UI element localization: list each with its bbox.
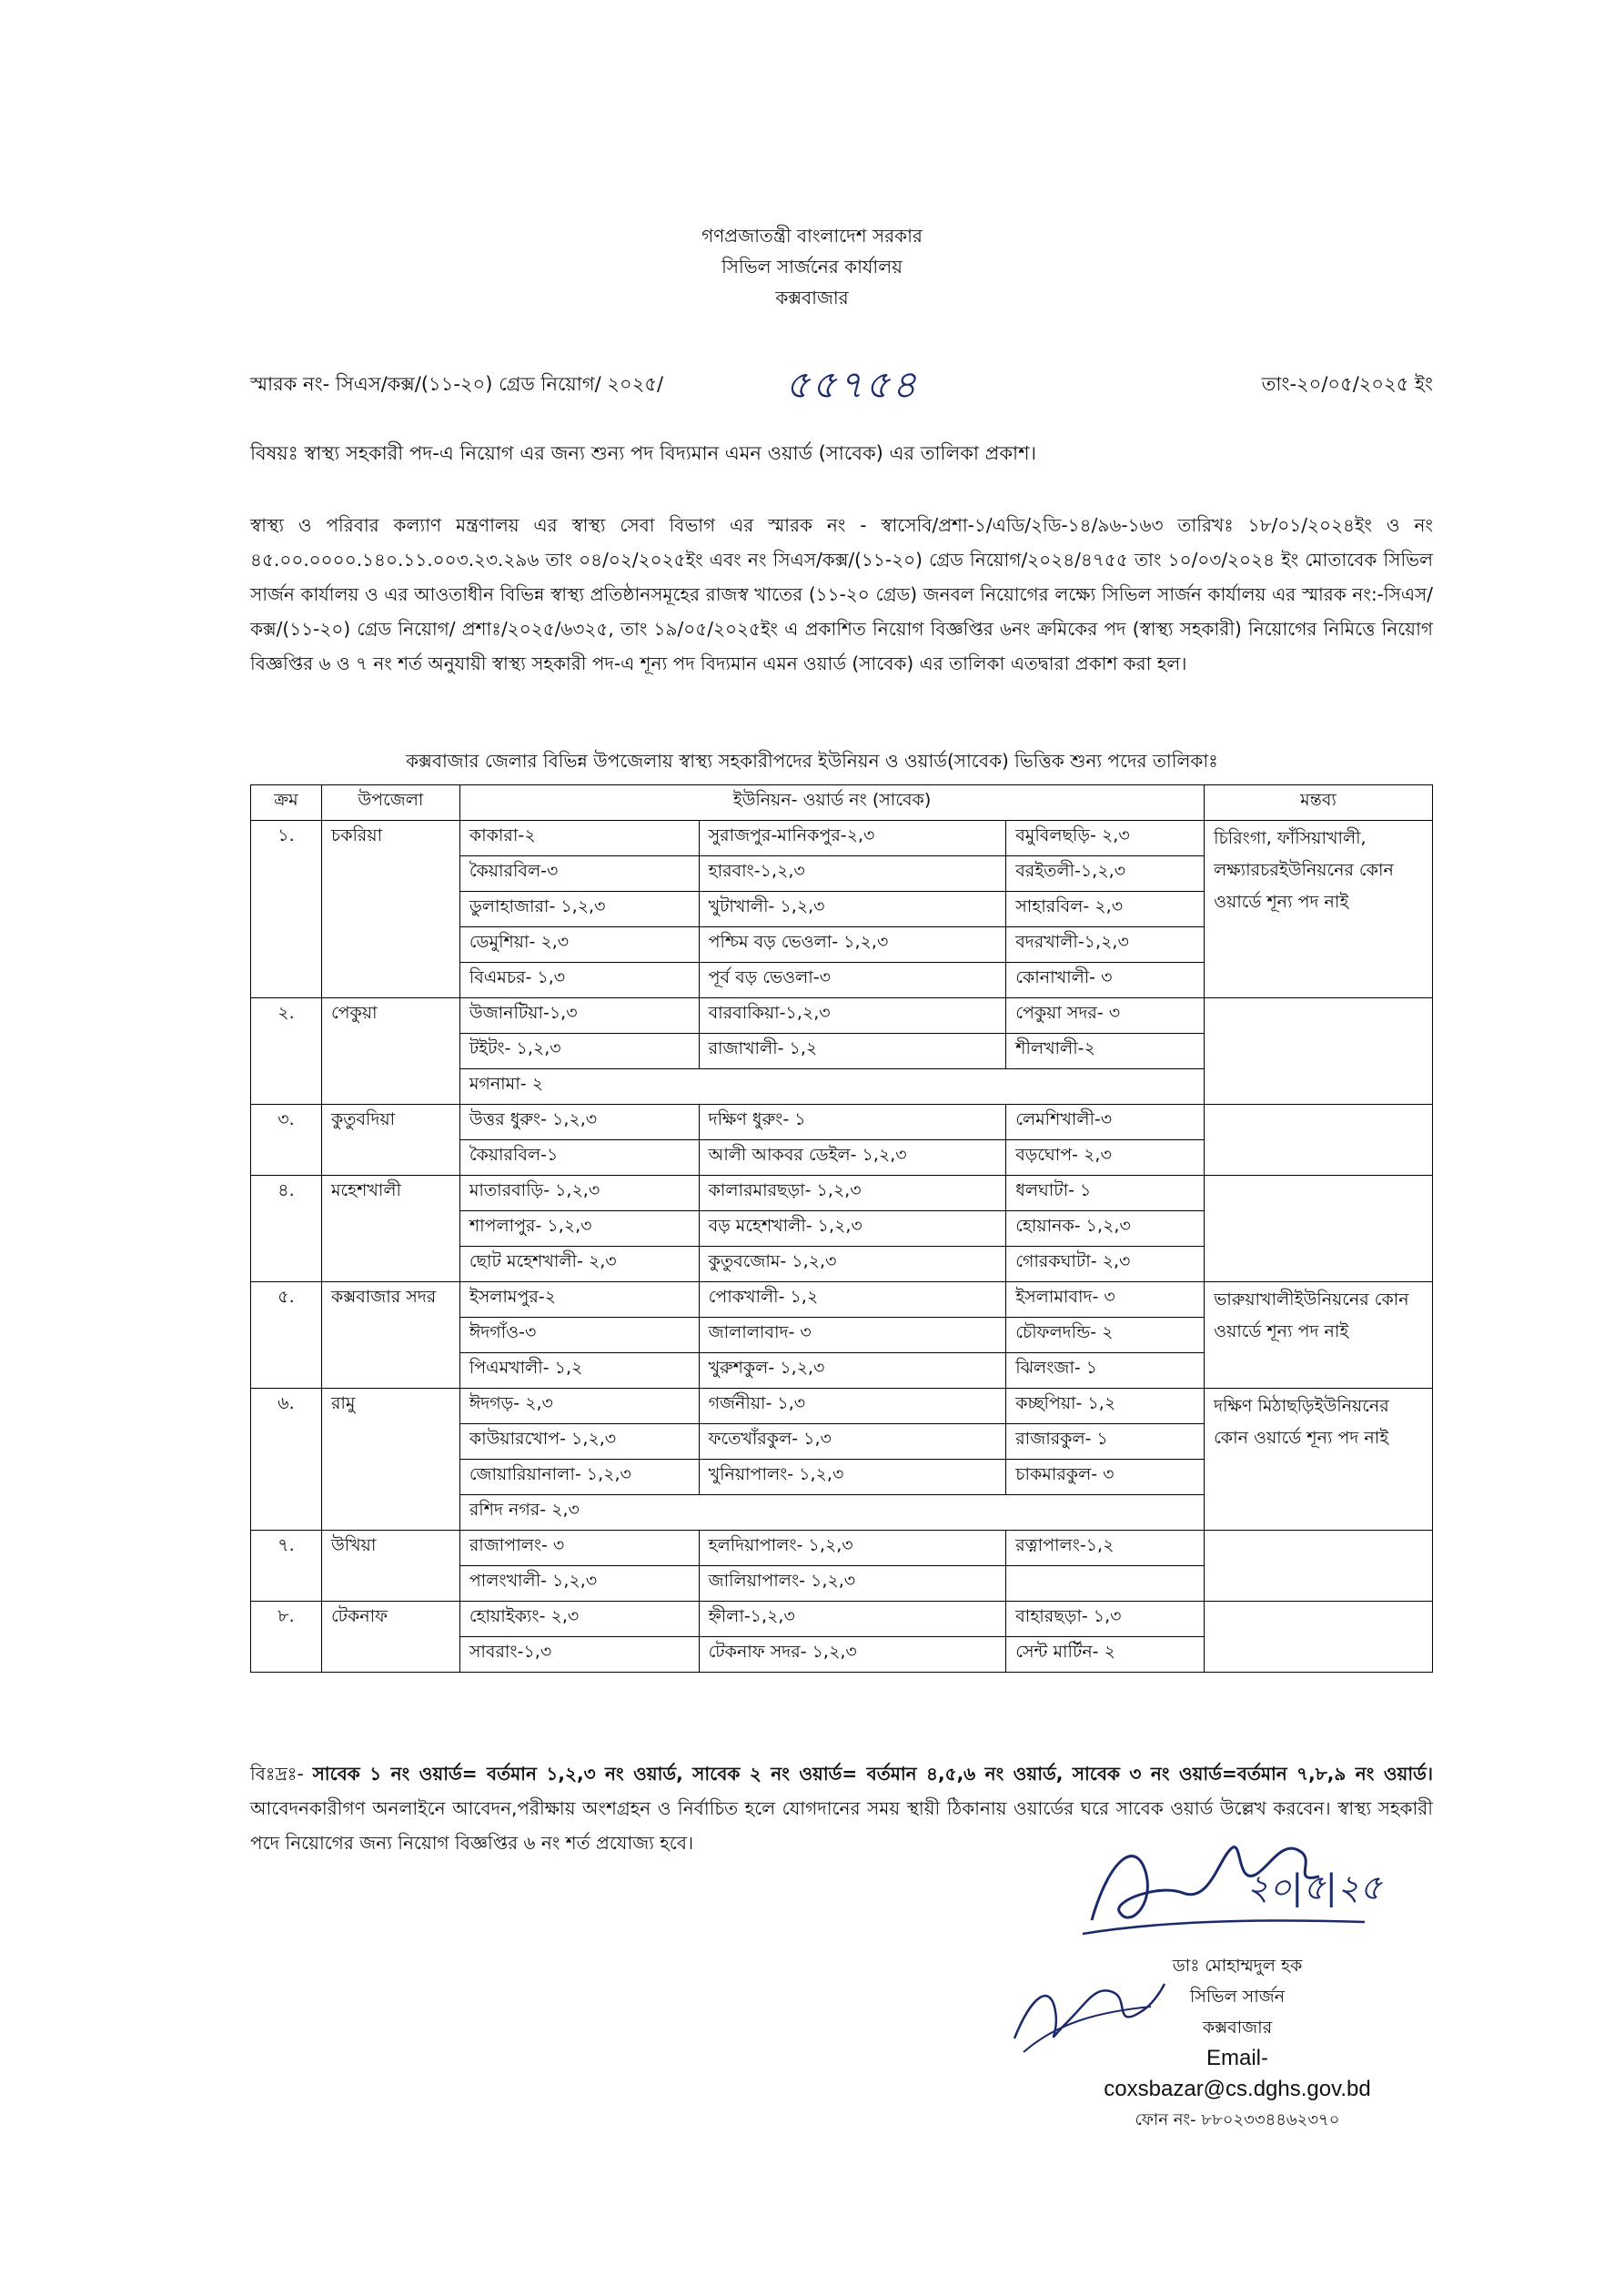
remarks-cell [1205,1602,1433,1673]
district-name: কক্সবাজার [775,287,849,308]
union-ward-cell: ঈদগাঁও-৩ [459,1318,699,1353]
union-ward-cell: হোয়াইক্যং- ২,৩ [459,1602,699,1637]
union-ward-cell: সাবরাং-১,৩ [459,1637,699,1673]
table-row [251,821,1433,856]
union-ward-cell: কাউয়ারখোপ- ১,২,৩ [459,1424,699,1460]
remarks-cell [1205,1531,1433,1602]
remarks-cell [1205,1105,1433,1176]
remarks-cell [1205,998,1433,1105]
union-ward-cell: বাহারছড়া- ১,৩ [1006,1602,1205,1637]
union-ward-cell: ঈদগড়- ২,৩ [459,1389,699,1424]
union-ward-cell: কৈয়ারবিল-৩ [459,856,699,892]
union-ward-cell: আলী আকবর ডেইল- ১,২,৩ [699,1140,1006,1176]
union-ward-cell: সাহারবিল- ২,৩ [1006,892,1205,927]
union-ward-cell: হারবাং-১,২,৩ [699,856,1006,892]
upazila-cell: পেকুয়া [321,998,459,1105]
remarks-cell [1205,1176,1433,1282]
upazila-cell: রামু [321,1389,459,1531]
union-ward-cell: গর্জনীয়া- ১,৩ [699,1389,1006,1424]
serial-cell: ৭. [251,1531,322,1602]
union-ward-cell: হ্নীলা-১,২,৩ [699,1602,1006,1637]
union-ward-cell: শাপলাপুর- ১,২,৩ [459,1211,699,1247]
union-ward-cell: জোয়ারিয়ানালা- ১,২,৩ [459,1460,699,1495]
union-ward-cell: ফতেখাঁরকুল- ১,৩ [699,1424,1006,1460]
union-ward-cell: টেকনাফ সদর- ১,২,৩ [699,1637,1006,1673]
remarks-cell: দক্ষিণ মিঠাছড়িইউনিয়নের কোন ওয়ার্ডে শূন্য পদ নাই [1205,1389,1433,1531]
union-ward-cell: চৌফলদন্ডি- ২ [1006,1318,1205,1353]
union-ward-cell: কাকারা-২ [459,821,699,856]
table-title: কক্সবাজার জেলার বিভিন্ন উপজেলায় স্বাস্থ্য সহকারীপদের ইউনিয়ন ও ওয়ার্ড(সাবেক) ভিত্তিক শুন্য পদের তালিকাঃ [406,750,1218,772]
union-ward-cell: শীলখালী-২ [1006,1034,1205,1069]
contact-phone: ফোন নং- ৮৮০২৩৩৪৪৬২৩৭০ [1135,2110,1340,2129]
union-ward-cell: ডেমুশিয়া- ২,৩ [459,927,699,963]
body-paragraph: স্বাস্থ্য ও পরিবার কল্যাণ মন্ত্রণালয় এর স্বাস্থ্য সেবা বিভাগ এর স্মারক নং - স্বাসেবি/প্রশা-১/এডি/২ডি-১৪/৯৬-১৬৩ তারিখঃ ১৮/০১/২০২৪ইং ও নং ৪৫.০০.০০০০.১৪০.১১.০০৩.২৩.২৯৬ তাং ০৪/০২/২০২৫ইং এবং নং সিএস/কক্স/(১১-২০) গ্রেড নিয়োগ/২০২৪/৪৭৫৫ তাং ১০/০৩/২০২৪ ইং মোতাবেক সিভিল সার্জন কার্যালয় ও এর আওতাধীন বিভিন্ন স্বাস্থ্য প্রতিষ্ঠানসমূহের রাজস্ব খাতের (১১-২০ গ্রেড) জনবল নিয়োগের লক্ষ্যে সিভিল সার্জন কার্যালয় এর স্মারক নং:-সিএস/কক্স/(১১-২০) গ্রেড নিয়োগ/ প্রশাঃ/২০২৫/৬৩২৫, তাং ১৯/০৫/২০২৫ইং এ প্রকাশিত নিয়োগ বিজ্ঞপ্তির ৬নং ক্রমিকের পদ (স্বাস্থ্য সহকারী) নিয়োগের নিমিত্তে নিয়োগ বিজ্ঞপ্তির ৬ ও ৭ নং শর্ত অনুযায়ী স্বাস্থ্য সহকারী পদ-এ শূন্য পদ বিদ্যমান এমন ওয়ার্ড (সাবেক) এর তালিকা এতদ্বারা প্রকাশ করা হল। [250,514,1433,674]
union-ward-cell: পোকখালী- ১,২ [699,1282,1006,1318]
serial-cell: ৮. [251,1602,322,1673]
serial-cell: ২. [251,998,322,1105]
serial-cell: ১. [251,821,322,998]
union-ward-cell: টইটং- ১,২,৩ [459,1034,699,1069]
union-ward-cell: বারবাকিয়া-১,২,৩ [699,998,1006,1034]
union-ward-cell: খুরুশকুল- ১,২,৩ [699,1353,1006,1389]
upazila-cell: উখিয়া [321,1531,459,1602]
union-ward-cell: রাজাখালী- ১,২ [699,1034,1006,1069]
union-ward-cell [1006,1566,1205,1602]
union-ward-cell: ডুলাহাজারা- ১,২,৩ [459,892,699,927]
union-ward-cell: উত্তর ধুরুং- ১,২,৩ [459,1105,699,1140]
upazila-cell: কক্সবাজার সদর [321,1282,459,1389]
union-ward-cell: পূর্ব বড় ভেওলা-৩ [699,963,1006,998]
table-row [251,1531,1433,1566]
memo-line [250,362,1433,407]
union-ward-cell: লেমশিখালী-৩ [1006,1105,1205,1140]
union-ward-cell: রশিদ নগর- ২,৩ [459,1495,1204,1531]
union-ward-cell: জালালাবাদ- ৩ [699,1318,1006,1353]
signature-block [1074,1950,1401,2136]
note-instructions: আবেদনকারীগণ অনলাইনে আবেদন,পরীক্ষায় অংশগ্রহন ও নির্বাচিত হলে যোগদানের সময় স্থায়ী ঠিকানায় ওয়ার্ডের ঘরে সাবেক ওয়ার্ড উল্লেখ করবেন। স্বাস্থ্য সহকারী পদে নিয়োগের জন্য নিয়োগ বিজ্ঞপ্তির ৬ নং শর্ত প্রযোজ্য হবে। [250,1797,1433,1854]
remarks-cell: ভারুয়াখালীইউনিয়নের কোন ওয়ার্ডে শূন্য পদ নাই [1205,1282,1433,1389]
union-ward-cell: বমুবিলছড়ি- ২,৩ [1006,821,1205,856]
upazila-cell: চকরিয়া [321,821,459,998]
note-prefix: বিঃদ্রঃ- [250,1763,313,1785]
government-name: গণপ্রজাতন্ত্রী বাংলাদেশ সরকার [701,225,923,247]
signature-date: ২০|৫|২৫ [1246,1867,1383,1907]
union-ward-cell: বিএমচর- ১,৩ [459,963,699,998]
union-ward-cell: চাকমারকুল- ৩ [1006,1460,1205,1495]
union-ward-cell: পেকুয়া সদর- ৩ [1006,998,1205,1034]
memo-date: তাং-২০/০৫/২০২৫ ইং [1261,373,1433,395]
table-row [251,1282,1433,1318]
union-ward-cell: কালারমারছড়া- ১,২,৩ [699,1176,1006,1211]
union-ward-cell: বরইতলী-১,২,৩ [1006,856,1205,892]
union-ward-cell: ধলঘাটা- ১ [1006,1176,1205,1211]
serial-cell: ৬. [251,1389,322,1531]
office-header [0,220,1624,313]
union-ward-cell: গোরকঘাটা- ২,৩ [1006,1247,1205,1282]
union-ward-cell: জালিয়াপালং- ১,২,৩ [699,1566,1006,1602]
union-ward-cell: সুরাজপুর-মানিকপুর-২,৩ [699,821,1006,856]
union-ward-cell: কচ্ছপিয়া- ১,২ [1006,1389,1205,1424]
union-ward-cell: বড় মহেশখালী- ১,২,৩ [699,1211,1006,1247]
table-body [251,821,1433,1673]
union-ward-cell: মাতারবাড়ি- ১,২,৩ [459,1176,699,1211]
note-ward-mapping: সাবেক ১ নং ওয়ার্ড= বর্তমান ১,২,৩ নং ওয়ার্ড, সাবেক ২ নং ওয়ার্ড= বর্তমান ৪,৫,৬ নং ওয়ার্ড, সাবেক ৩ নং ওয়ার্ড=বর্তমান ৭,৮,৯ নং ওয়ার্ড। [312,1763,1433,1785]
union-ward-cell: ইসলামাবাদ- ৩ [1006,1282,1205,1318]
upazila-cell: কুতুবদিয়া [321,1105,459,1176]
union-ward-cell: কৈয়ারবিল-১ [459,1140,699,1176]
union-ward-cell: বদরখালী-১,২,৩ [1006,927,1205,963]
union-ward-cell: খুনিয়াপালং- ১,২,৩ [699,1460,1006,1495]
union-ward-cell: পশ্চিম বড় ভেওলা- ১,২,৩ [699,927,1006,963]
union-ward-cell: ছোট মহেশখালী- ২,৩ [459,1247,699,1282]
union-ward-cell: হোয়ানক- ১,২,৩ [1006,1211,1205,1247]
union-ward-cell: রাজাপালং- ৩ [459,1531,699,1566]
union-ward-cell: হলদিয়াপালং- ১,২,৩ [699,1531,1006,1566]
handwritten-memo-number: ৫৫৭৫৪ [785,362,919,407]
office-name: সিভিল সার্জনের কার্যালয় [721,256,903,278]
serial-cell: ৪. [251,1176,322,1282]
union-ward-cell: রত্নাপালং-১,২ [1006,1531,1205,1566]
table-row [251,1176,1433,1211]
header-upazila: উপজেলা [321,785,459,821]
union-ward-cell: কুতুবজোম- ১,২,৩ [699,1247,1006,1282]
subject-line: বিষয়ঃ স্বাস্থ্য সহকারী পদ-এ নিয়োগ এর জন্য শুন্য পদ বিদ্যমান এমন ওয়ার্ড (সাবেক) এর তালিকা প্রকাশ। [250,442,1037,464]
contact-email: Email-coxsbazar@cs.dghs.gov.bd [1104,2046,1371,2101]
signatory-place: কক্সবাজার [1202,2018,1273,2038]
table-row [251,1389,1433,1424]
serial-cell: ৫. [251,1282,322,1389]
remarks-cell: চিরিংগা, ফাঁসিয়াখালী, লক্ষ্যারচরইউনিয়নের কোন ওয়ার্ডে শূন্য পদ নাই [1205,821,1433,998]
union-ward-cell: খুটাখালী- ১,২,৩ [699,892,1006,927]
table-row [251,1602,1433,1637]
union-ward-cell: ইসলামপুর-২ [459,1282,699,1318]
signatory-name: ডাঃ মোহাম্মদুল হক [1172,1956,1303,1976]
table-row [251,1105,1433,1140]
union-ward-cell: সেন্ট মার্টিন- ২ [1006,1637,1205,1673]
union-ward-cell: পালংখালী- ১,২,৩ [459,1566,699,1602]
serial-cell: ৩. [251,1105,322,1176]
union-ward-cell: বড়ঘোপ- ২,৩ [1006,1140,1205,1176]
union-ward-cell: রাজারকুল- ১ [1006,1424,1205,1460]
union-ward-cell: কোনাখালী- ৩ [1006,963,1205,998]
table-row [251,998,1433,1034]
union-ward-cell: ঝিলংজা- ১ [1006,1353,1205,1389]
signatory-designation: সিভিল সার্জন [1189,1987,1286,2007]
union-ward-cell: দক্ষিণ ধুরুং- ১ [699,1105,1006,1140]
memo-reference: স্মারক নং- সিএস/কক্স/(১১-২০) গ্রেড নিয়োগ/ ২০২৫/ [250,373,664,395]
vacancy-table [250,784,1433,1673]
union-ward-cell: পিএমখালী- ১,২ [459,1353,699,1389]
header-serial: ক্রম [251,785,322,821]
upazila-cell: মহেশখালী [321,1176,459,1282]
upazila-cell: টেকনাফ [321,1602,459,1673]
union-ward-cell: মগনামা- ২ [459,1069,1204,1105]
table-header-row [251,785,1433,821]
header-union-ward: ইউনিয়ন- ওয়ার্ড নং (সাবেক) [459,785,1204,821]
union-ward-cell: উজানটিয়া-১,৩ [459,998,699,1034]
header-remarks: মন্তব্য [1205,785,1433,821]
